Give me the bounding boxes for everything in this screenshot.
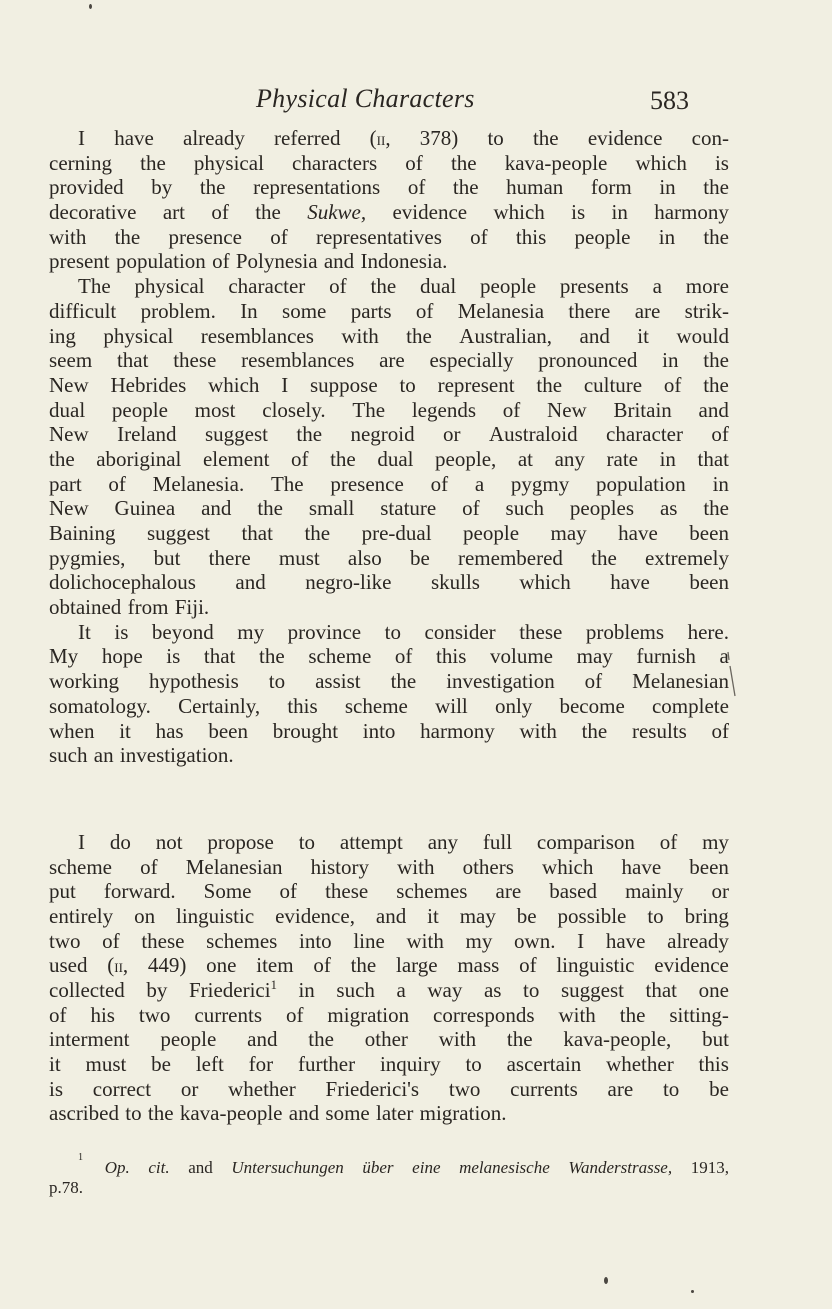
footnote-line: 1 Op. cit. and Untersuchungen über eine melanesische Wanderstrasse, 1913, [78, 1152, 729, 1177]
text-line: It is beyond my province to consider these problems here. [78, 619, 729, 644]
text-line: working hypothesis to assist the investigation of Melanesian [49, 669, 729, 694]
text-line: collected by Friederici$^1$ in such a way as to suggest that one [49, 978, 729, 1002]
running-title: Physical Characters [256, 84, 475, 113]
footnote-marker: 1 [78, 1152, 84, 1163]
text-line: ing physical resemblances with the Australian, and it would [49, 323, 729, 348]
speck [89, 4, 92, 9]
footnotes [49, 1152, 729, 1198]
text-line: present population of Polynesia and Indonesia. [49, 249, 448, 274]
text-line: I have already referred (ii, 378) to the evidence con- [78, 126, 729, 150]
text-line: ascribed to the kava-people and some later migration. [49, 1101, 507, 1126]
text-line: My hope is that the scheme of this volume may furnish a [49, 644, 729, 669]
text-line: entirely on linguistic evidence, and it may be possible to bring [49, 903, 729, 928]
text-line: put forward. Some of these schemes are based mainly or [49, 879, 729, 904]
text-line: of his two currents of migration corresponds with the sitting- [49, 1002, 729, 1027]
text-line: part of Melanesia. The presence of a pygmy population in [49, 471, 729, 496]
text-line: difficult problem. In some parts of Melanesia there are strik- [49, 298, 729, 323]
text-line: decorative art of the Sukwe, evidence which is in harmony [49, 200, 729, 225]
text-line: provided by the representations of the human form in the [49, 175, 729, 200]
text-line: cerning the physical characters of the kava-people which is [49, 150, 729, 175]
text-line: when it has been brought into harmony with the results of [49, 718, 729, 743]
section-gap [49, 768, 729, 830]
speck [691, 1290, 694, 1293]
text-line: such an investigation. [49, 743, 234, 768]
text-line: seem that these resemblances are especially pronounced in the [49, 348, 729, 373]
text-line: dual people most closely. The legends of New Britain and [49, 397, 729, 422]
text-line: New Hebrides which I suppose to represent the culture of the [49, 372, 729, 397]
text-line: used (ii, 449) one item of the large mass of linguistic evidence [49, 953, 729, 978]
text-line: Baining suggest that the pre-dual people may have been [49, 521, 729, 545]
text-line: is correct or whether Friederici's two currents are to be [49, 1076, 729, 1101]
text-line: obtained from Fiji. [49, 595, 210, 620]
text-line: dolichocephalous and negro-like skulls which have been [49, 570, 729, 595]
text-line: interment people and the other with the kava-people, but [49, 1027, 729, 1052]
text-line: it must be left for further inquiry to ascertain whether this [49, 1052, 729, 1077]
text-line: with the presence of representatives of this people in the [49, 224, 729, 249]
page-header [0, 82, 832, 122]
page-number: 583 [650, 86, 689, 115]
text-line: the aboriginal element of the dual people, at any rate in that [49, 446, 729, 471]
body-text [49, 126, 729, 1126]
text-line: The physical character of the dual people presents a more [78, 274, 729, 299]
margin-pencil-mark [725, 650, 737, 700]
text-line: two of these schemes into line with my own. I have already [49, 928, 729, 953]
text-line: somatology. Certainly, this scheme will only become complete [49, 693, 729, 718]
speck [604, 1277, 608, 1284]
text-line: New Ireland suggest the negroid or Australoid character of [49, 422, 729, 447]
text-line: pygmies, but there must also be remembered the extremely [49, 545, 729, 570]
footnote-line: p. 78. [49, 1178, 83, 1197]
text-line: I do not propose to attempt any full comparison of my [78, 829, 729, 854]
text-line: scheme of Melanesian history with others which have been [49, 854, 729, 879]
text-line: New Guinea and the small stature of such peoples as the [49, 496, 729, 521]
